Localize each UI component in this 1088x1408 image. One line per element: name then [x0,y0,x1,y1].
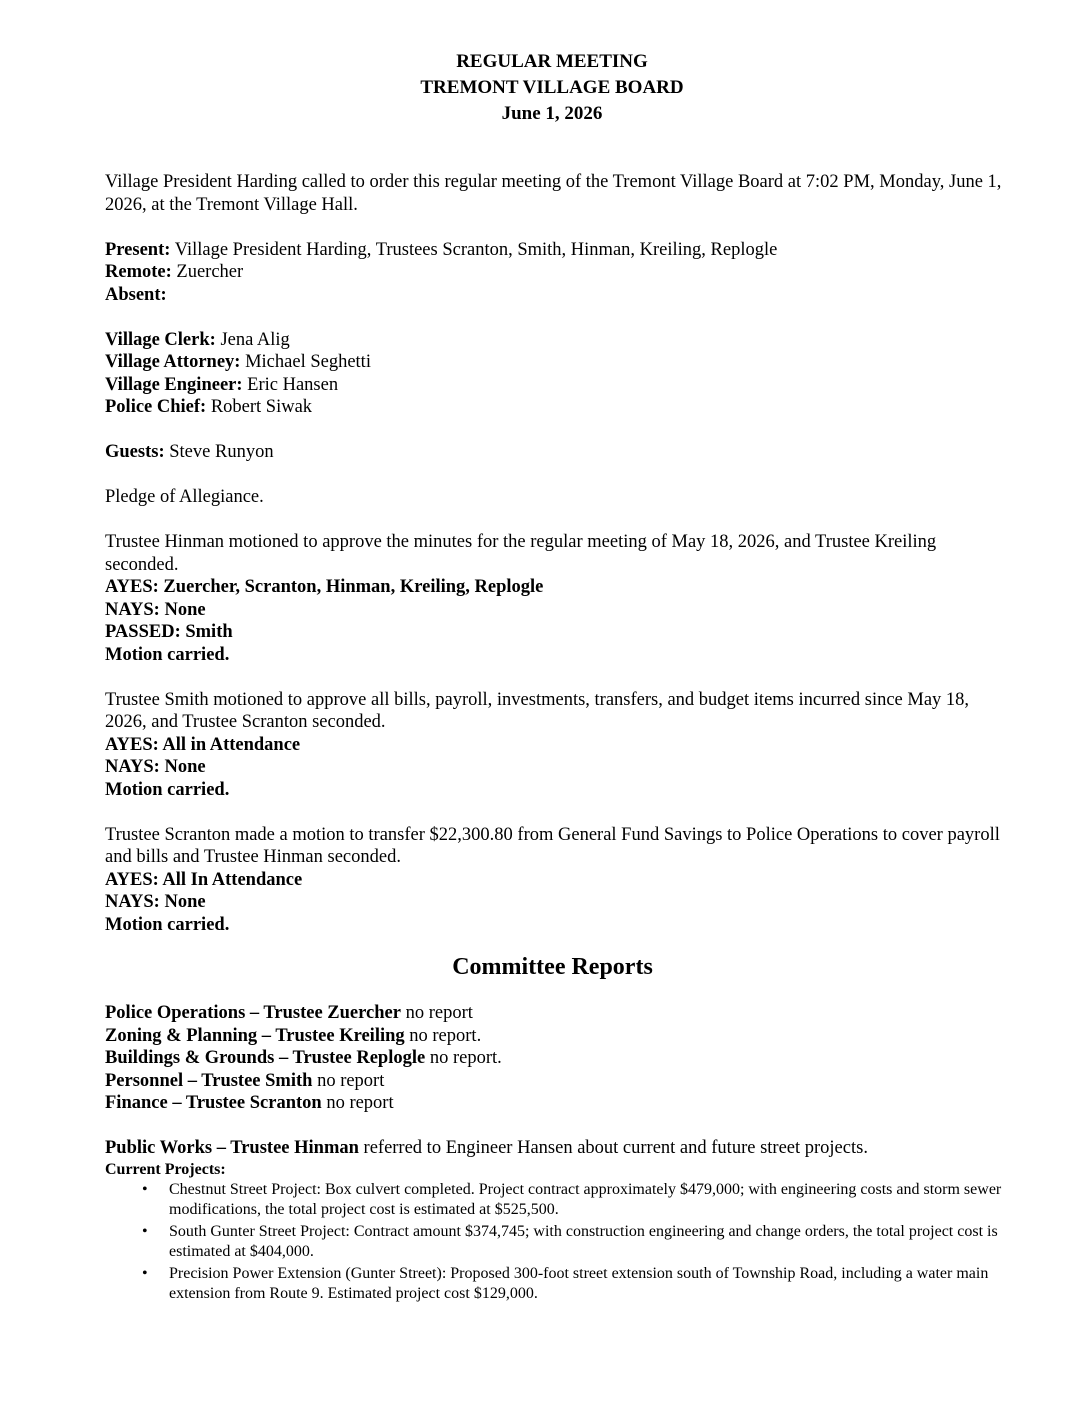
staff-label: Police Chief: [105,397,207,417]
motion-result-line: Motion carried. [105,779,230,800]
current-projects-label: Current Projects: [105,1160,226,1178]
remote-label: Remote: [105,262,172,282]
committee-line: Buildings & Grounds – Trustee Replogle no report. [105,1048,502,1068]
staff-value: Michael Seghetti [240,352,371,372]
committee-line: Finance – Trustee Scranton no report [105,1093,394,1113]
remote-line [105,261,1005,284]
staff-label: Village Engineer: [105,374,243,395]
committee-reports-heading: Committee Reports [452,954,653,980]
present-line [105,239,1005,262]
committee-line: Zoning & Planning – Trustee Kreiling no report. [105,1025,482,1046]
staff-line-engineer [105,374,1005,397]
motion-text: Trustee Hinman motioned to approve the minutes for the regular meeting of May 18, 2026, and Trustee Kreiling seconded. [105,532,937,575]
header-board-name: TREMONT VILLAGE BOARD [420,77,684,98]
staff-value: Jena Alig [215,329,290,350]
document-header [0,49,1088,127]
staff-value: Eric Hansen [242,374,339,395]
committee-line: Police Operations – Trustee Zuercher no report [105,1003,473,1023]
present-label: Present: [105,239,171,260]
motion-text: Trustee Scranton made a motion to transfer $22,300.80 from General Fund Savings to Police Operations to cover payroll and bills and Trustee Hinman seconded. [105,824,1000,867]
motion-vote-line: AYES: All in Attendance [105,734,301,755]
staff-label: Village Clerk: [105,329,216,350]
staff-line-clerk [105,329,1005,352]
motion-vote-line: NAYS: None [105,599,206,620]
staff-label: Village Attorney: [105,352,241,372]
staff-line-attorney [105,351,1005,374]
staff-value: Robert Siwak [206,397,313,417]
motion-vote-line: AYES: Zuercher, Scranton, Hinman, Kreiling, Replogle [105,577,544,597]
list-item: • South Gunter Street Project: Contract amount $374,745; with construction engineering and change orders, the total project cost is estimated at $404,000. [142,1222,998,1260]
list-item: • Chestnut Street Project: Box culvert completed. Project contract approximately $479,000; with engineering costs and storm sewer modifications, the total project cost is estimated at $525,500. [142,1180,1002,1218]
bullet-icon: • [142,1222,148,1240]
motion-result-line: Motion carried. [105,914,230,935]
header-meeting-type: REGULAR MEETING [456,51,648,72]
absent-label: Absent: [105,284,167,305]
guests-value: Steve Runyon [164,442,274,462]
projects-list [105,1180,1005,1304]
bullet-icon: • [142,1264,148,1282]
motion-text: Trustee Smith motioned to approve all bills, payroll, investments, transfers, and budget items incurred since May 18, 2026, and Trustee Scranton seconded. [105,689,970,732]
absent-line [105,284,1005,307]
document-body [105,171,1005,1306]
pledge-line: Pledge of Allegiance. [105,487,264,507]
motion-vote-line: NAYS: None [105,892,206,912]
staff-line-police-chief [105,396,1005,419]
public-works-line: Public Works – Trustee Hinman referred to Engineer Hansen about current and future street projects. [105,1138,868,1158]
motion-vote-line: NAYS: None [105,757,206,777]
guests-line [105,441,1005,464]
bullet-icon: • [142,1180,148,1198]
guests-label: Guests: [105,442,165,462]
call-to-order-paragraph: Village President Harding called to order this regular meeting of the Tremont Village Board at 7:02 PM, Monday, June 1, 2026, at the Tremont Village Hall. [105,172,1002,215]
list-item: • Precision Power Extension (Gunter Street): Proposed 300-foot street extension south of Township Road, including a water main extension from Route 9. Estimated project cost $129,000. [142,1264,989,1302]
header-meeting-date: June 1, 2026 [501,103,603,124]
motion-vote-line: AYES: All In Attendance [105,869,303,890]
committee-line: Personnel – Trustee Smith no report [105,1070,385,1091]
motion-vote-line: PASSED: Smith [105,622,233,642]
present-value: Village President Harding, Trustees Scranton, Smith, Hinman, Kreiling, Replogle [170,239,778,260]
remote-value: Zuercher [171,262,244,282]
motion-result-line: Motion carried. [105,644,230,665]
